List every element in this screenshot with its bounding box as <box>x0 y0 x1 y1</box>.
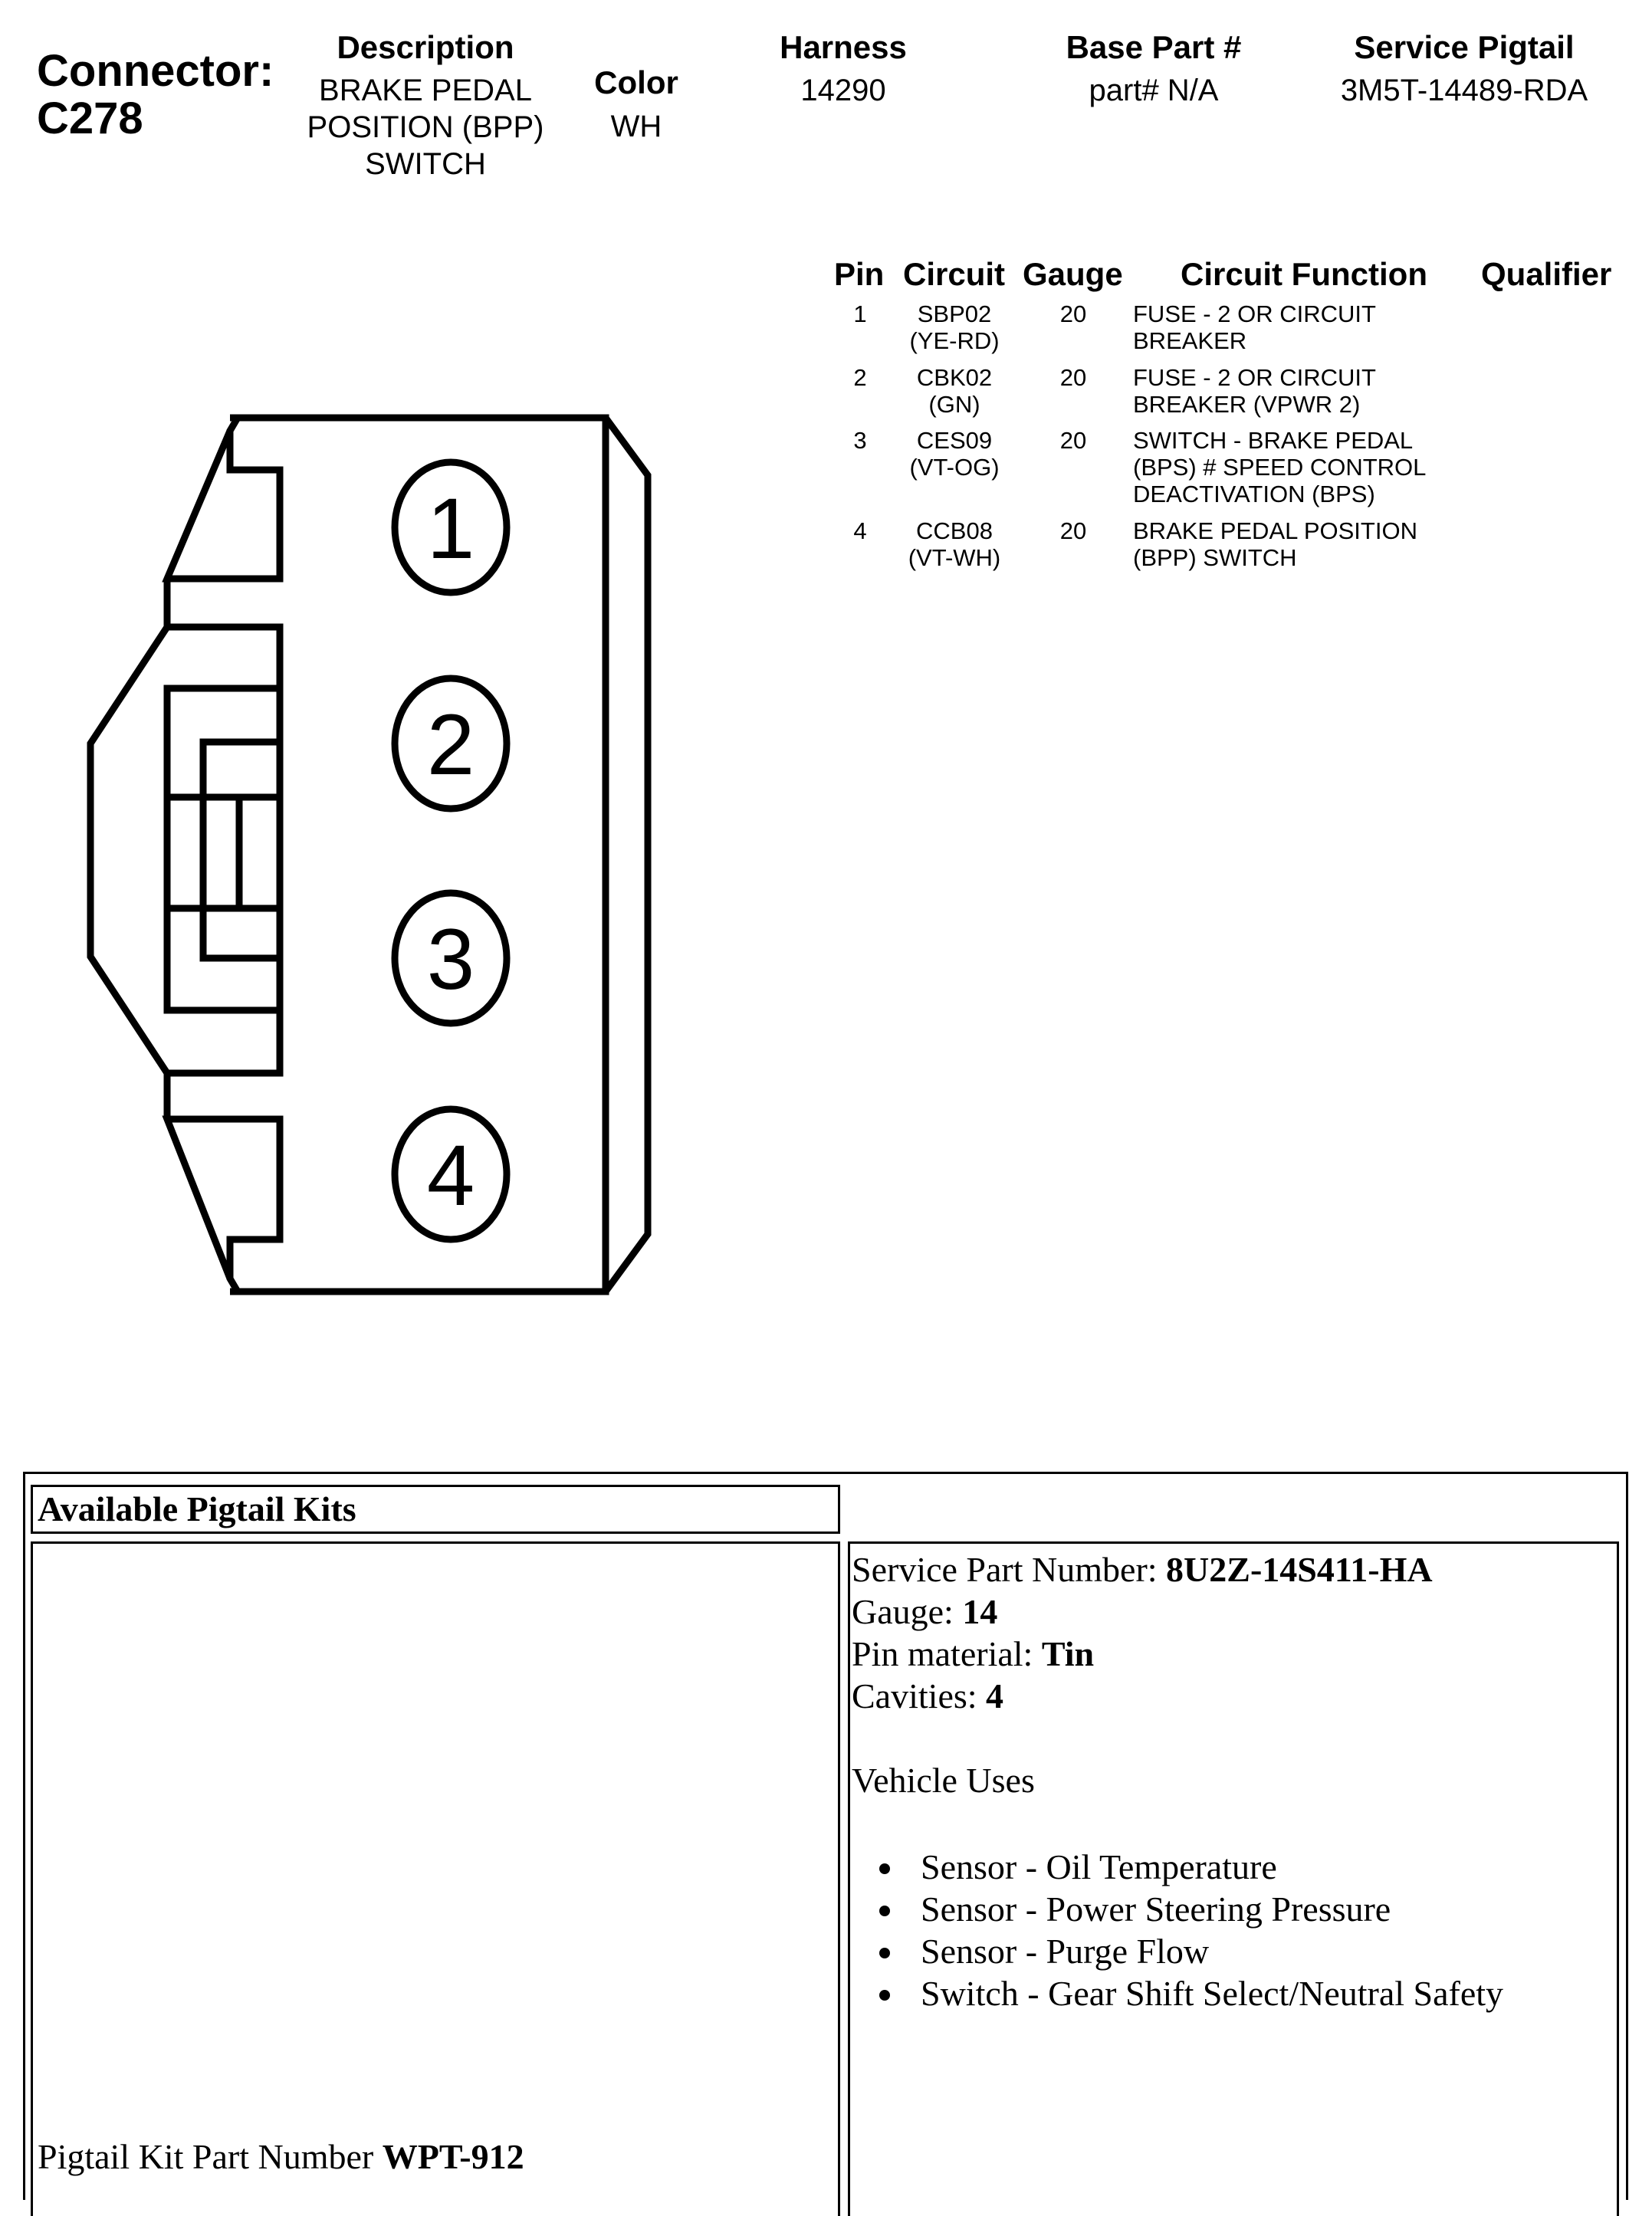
key-slot <box>167 688 280 1010</box>
gauge-cell: 20 <box>1059 517 1087 544</box>
pin-number: 2 <box>853 364 867 391</box>
vehicle-uses-label: Vehicle Uses <box>852 1761 1035 1800</box>
list-item: • Sensor - Purge Flow <box>905 1930 1503 1972</box>
connector-body-outline <box>230 418 606 1292</box>
left-nose <box>167 627 280 1073</box>
service-pigtail-value: 3M5T-14489-RDA <box>1340 74 1588 107</box>
description-line: POSITION (BPP) <box>307 110 544 144</box>
pin-label: 4 <box>426 1128 475 1223</box>
gauge-cell: 20 <box>1059 364 1087 391</box>
connector-label: Connector: <box>37 46 274 96</box>
circuit-cell <box>889 517 1020 571</box>
pin-material-line <box>852 1633 1503 1675</box>
circuit-code: CBK02 <box>916 364 993 391</box>
circuit-cell <box>889 300 1020 354</box>
list-item: • Sensor - Oil Temperature <box>905 1846 1503 1888</box>
color-header: Color <box>594 64 678 100</box>
cavities-value: 4 <box>986 1676 1004 1715</box>
function-line: DEACTIVATION (BPS) <box>1133 481 1375 507</box>
gauge-cell: 20 <box>1059 300 1087 327</box>
service-pigtail-header: Service Pigtail <box>1354 29 1575 65</box>
left-nose <box>90 579 167 1119</box>
harness-header: Harness <box>780 29 907 65</box>
circuit-color: (GN) <box>928 391 980 418</box>
kit-part-label: Pigtail Kit Part Number <box>38 2137 374 2176</box>
description-line: SWITCH <box>365 147 486 181</box>
color-value: WH <box>610 110 662 143</box>
pin-label: 1 <box>426 481 475 576</box>
function-cell <box>1133 300 1470 354</box>
circuit-color: (VT-WH) <box>908 544 1001 571</box>
lower-latch <box>167 1119 280 1292</box>
kit-image-cell <box>31 1541 840 2216</box>
list-item: • Sensor - Power Steering Pressure <box>905 1888 1503 1930</box>
connector-body-outline <box>606 418 648 1292</box>
cavities-line <box>852 1675 1503 1717</box>
function-cell <box>1133 427 1470 507</box>
kit-details <box>852 1548 1503 2014</box>
pin-label: 3 <box>426 911 475 1007</box>
key-slot-inner <box>239 797 280 908</box>
function-cell <box>1133 364 1470 418</box>
gauge-cell: 20 <box>1059 427 1087 454</box>
function-column-header: Circuit Function <box>1181 256 1427 292</box>
circuit-cell <box>889 364 1020 418</box>
function-line: FUSE - 2 OR CIRCUIT <box>1133 364 1376 391</box>
service-part-value: 8U2Z-14S411-HA <box>1166 1550 1433 1589</box>
circuit-color: (VT-OG) <box>909 454 1000 481</box>
function-cell <box>1133 517 1470 571</box>
gauge-value: 14 <box>962 1592 998 1631</box>
circuit-cell <box>889 427 1020 481</box>
base-part-value: part# N/A <box>1089 74 1219 107</box>
qualifier-column-header: Qualifier <box>1481 256 1612 292</box>
kits-title-cell <box>31 1485 840 1534</box>
pin-column-header: Pin <box>834 256 885 292</box>
gauge-column-header: Gauge <box>1023 256 1123 292</box>
circuit-code: CES09 <box>916 427 993 454</box>
description-line: BRAKE PEDAL <box>319 74 532 107</box>
function-line: BRAKE PEDAL POSITION <box>1133 517 1417 544</box>
function-line: SWITCH - BRAKE PEDAL <box>1133 427 1414 454</box>
function-line: FUSE - 2 OR CIRCUIT <box>1133 300 1376 327</box>
service-part-line <box>852 1548 1503 1591</box>
upper-latch <box>167 418 280 579</box>
pin-number: 3 <box>853 427 867 454</box>
gauge-line <box>852 1591 1503 1633</box>
pin-number: 1 <box>853 300 867 327</box>
vehicle-uses-list <box>852 1846 1503 2014</box>
gauge-label: Gauge: <box>852 1592 954 1631</box>
description-header: Description <box>337 29 514 65</box>
function-line: (BPP) SWITCH <box>1133 544 1297 571</box>
connector-diagram <box>0 0 690 1318</box>
kit-part-number <box>38 2136 524 2178</box>
list-item: • Switch - Gear Shift Select/Neutral Safety <box>905 1972 1503 2014</box>
function-line: BREAKER <box>1133 327 1247 354</box>
circuit-code: CCB08 <box>916 517 993 544</box>
pin-number: 4 <box>853 517 867 544</box>
harness-value: 14290 <box>800 74 886 107</box>
pin-material-value: Tin <box>1041 1634 1095 1673</box>
kit-details-cell <box>848 1541 1619 2216</box>
circuit-color: (YE-RD) <box>909 327 1000 354</box>
base-part-header: Base Part # <box>1066 29 1242 65</box>
service-part-label: Service Part Number: <box>852 1550 1158 1589</box>
circuit-code: SBP02 <box>917 300 992 327</box>
connector-id: C278 <box>37 94 143 143</box>
function-line: (BPS) # SPEED CONTROL <box>1133 454 1427 481</box>
kit-part-value: WPT-912 <box>382 2137 524 2176</box>
circuit-column-header: Circuit <box>903 256 1006 292</box>
pin-label: 2 <box>426 697 475 793</box>
kits-title: Available Pigtail Kits <box>38 1489 356 1528</box>
cavities-label: Cavities: <box>852 1676 977 1715</box>
pin-material-label: Pin material: <box>852 1634 1033 1673</box>
function-line: BREAKER (VPWR 2) <box>1133 391 1361 418</box>
